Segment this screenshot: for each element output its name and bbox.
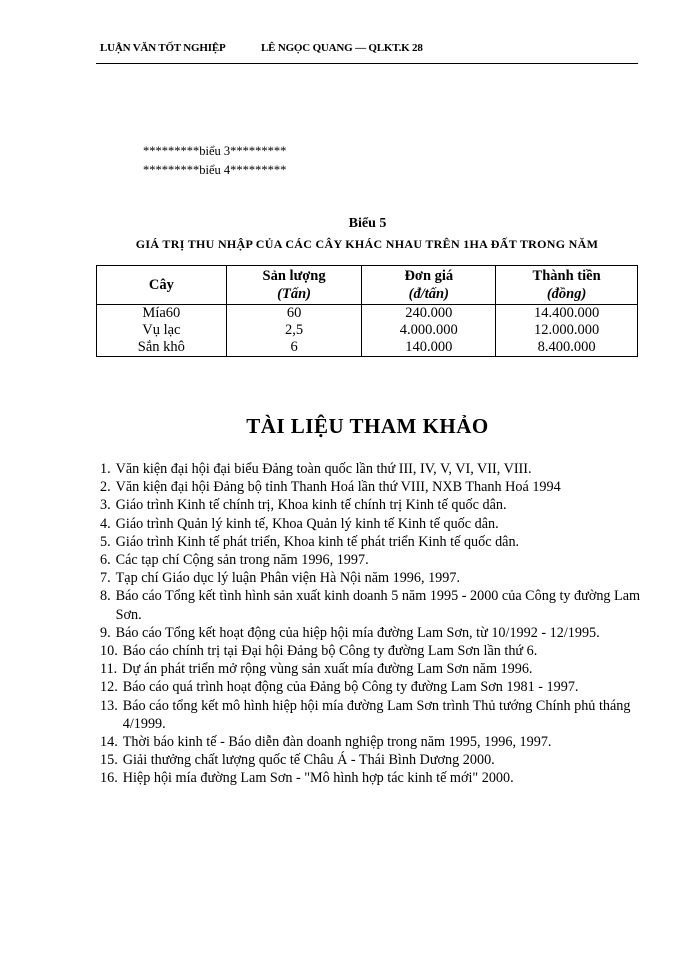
col-header-unit: (Tấn) xyxy=(277,286,311,302)
col-header-unit: (đ/tấn) xyxy=(408,286,449,302)
ref-number: 6. xyxy=(100,552,111,569)
col-header-label: Cây xyxy=(148,277,174,293)
references-title: TÀI LIỆU THAM KHẢO xyxy=(246,414,489,438)
ref-text: Báo cáo quá trình hoạt động của Đảng bộ Công ty đường Lam Sơn 1981 - 1997. xyxy=(122,679,579,696)
ref-number: 16. xyxy=(100,770,118,787)
ref-number: 12. xyxy=(100,679,118,696)
cell-output: 6 xyxy=(226,339,362,357)
ref-text: Văn kiện đại hội đại biểu Đảng toàn quốc lần thứ III, IV, V, VI, VII, VIII. xyxy=(115,461,532,477)
cell-unit-price: 4.000.000 xyxy=(362,322,496,339)
cell-total: 8.400.000 xyxy=(496,339,638,357)
ref-text: Các tạp chí Cộng sản trong năm 1996, 1997. xyxy=(115,552,369,569)
col-header-label: Sản lượng xyxy=(262,268,326,284)
ref-text: Báo cáo Tổng kết tình hình sản xuất kinh doanh 5 năm 1995 - 2000 của Công ty đường Lam Sơn. xyxy=(115,588,641,623)
col-header-label: Đơn giá xyxy=(404,268,454,284)
list-item xyxy=(100,587,645,623)
col-header-unit-price xyxy=(362,266,496,305)
list-item xyxy=(100,660,645,678)
col-header-unit: (đồng) xyxy=(546,286,587,302)
ref-number: 4. xyxy=(100,515,111,532)
ref-number: 8. xyxy=(100,588,111,605)
list-item xyxy=(100,769,645,787)
ref-number: 1. xyxy=(100,461,111,477)
ref-text: Tạp chí Giáo dục lý luận Phân viện Hà Nội năm 1996, 1997. xyxy=(115,570,461,587)
header-thesis-label: LUẬN VĂN TỐT NGHIỆP xyxy=(100,42,226,54)
ref-number: 13. xyxy=(100,697,118,714)
cell-crop: Vụ lạc xyxy=(97,322,227,339)
ref-text: Giải thưởng chất lượng quốc tế Châu Á - Thái Bình Dương 2000. xyxy=(122,752,495,769)
ref-text: Giáo trình Kinh tế chính trị, Khoa kinh tế chính trị Kinh tế quốc dân. xyxy=(115,497,507,514)
list-item xyxy=(100,478,645,496)
ref-number: 14. xyxy=(100,734,118,751)
references-list xyxy=(100,460,645,788)
cell-output: 2,5 xyxy=(226,322,362,339)
cell-crop: Sắn khô xyxy=(97,339,227,357)
ref-text: Báo cáo tổng kết mô hình hiệp hội mía đường Lam Sơn trình Thủ tướng Chính phủ tháng 4/1999. xyxy=(122,697,631,732)
ref-text: Thời báo kinh tế - Báo diễn đàn doanh nghiệp trong năm 1995, 1996, 1997. xyxy=(122,734,552,751)
col-header-output xyxy=(226,266,362,305)
list-item xyxy=(100,515,645,533)
chart-placeholder-3: *********biểu 3********* xyxy=(143,144,287,158)
ref-number: 3. xyxy=(100,497,111,514)
ref-text: Giáo trình Kinh tế phát triển, Khoa kinh tế phát triển Kinh tế quốc dân. xyxy=(115,533,520,550)
table-subtitle: GIÁ TRỊ THU NHẬP CỦA CÁC CÂY KHÁC NHAU TRÊN 1HA ĐẤT TRONG NĂM xyxy=(135,237,599,251)
ref-text: Văn kiện đại hội Đảng bộ tỉnh Thanh Hoá lần thứ VIII, NXB Thanh Hoá 1994 xyxy=(115,479,561,496)
list-item xyxy=(100,697,645,733)
ref-text: Dự án phát triển mở rộng vùng sản xuất mía đường Lam Sơn năm 1996. xyxy=(122,661,533,678)
cell-total: 14.400.000 xyxy=(496,305,638,323)
ref-number: 5. xyxy=(100,533,111,550)
list-item xyxy=(100,533,645,551)
page-header xyxy=(100,42,492,54)
ref-number: 11. xyxy=(100,661,118,678)
list-item xyxy=(100,460,645,478)
cell-unit-price: 140.000 xyxy=(362,339,496,357)
ref-number: 15. xyxy=(100,752,118,769)
col-header-total xyxy=(496,266,638,305)
income-table xyxy=(96,265,638,357)
col-header-label: Thành tiền xyxy=(532,268,601,284)
list-item xyxy=(100,624,645,642)
list-item xyxy=(100,751,645,769)
cell-crop: Mía60 xyxy=(97,305,227,323)
list-item xyxy=(100,496,645,514)
cell-output: 60 xyxy=(226,305,362,323)
header-author: LÊ NGỌC QUANG — QLKT.K 28 xyxy=(261,42,423,54)
ref-number: 7. xyxy=(100,570,111,587)
list-item xyxy=(100,678,645,696)
list-item xyxy=(100,551,645,569)
ref-text: Giáo trình Quản lý kinh tế, Khoa Quản lý kinh tế Kinh tế quốc dân. xyxy=(115,515,499,532)
table-row xyxy=(97,322,638,339)
chart-placeholder-4: *********biểu 4********* xyxy=(143,163,287,177)
table-title: Biểu 5 xyxy=(348,216,387,231)
table-row xyxy=(97,305,638,323)
cell-unit-price: 240.000 xyxy=(362,305,496,323)
ref-number: 2. xyxy=(100,479,111,496)
table-row xyxy=(97,339,638,357)
ref-text: Hiệp hội mía đường Lam Sơn - "Mô hình hợp tác kinh tế mới" 2000. xyxy=(122,770,514,787)
ref-number: 9. xyxy=(100,624,111,641)
ref-text: Báo cáo chính trị tại Đại hội Đảng bộ Công ty đường Lam Sơn lần thứ 6. xyxy=(122,643,538,660)
ref-number: 10. xyxy=(100,643,118,660)
table-header-row xyxy=(97,266,638,305)
list-item xyxy=(100,569,645,587)
cell-total: 12.000.000 xyxy=(496,322,638,339)
col-header-crop xyxy=(97,266,227,305)
header-divider xyxy=(96,63,638,64)
list-item xyxy=(100,733,645,751)
list-item xyxy=(100,642,645,660)
ref-text: Báo cáo Tổng kết hoạt động của hiệp hội mía đường Lam Sơn, từ 10/1992 - 12/1995. xyxy=(115,624,600,641)
